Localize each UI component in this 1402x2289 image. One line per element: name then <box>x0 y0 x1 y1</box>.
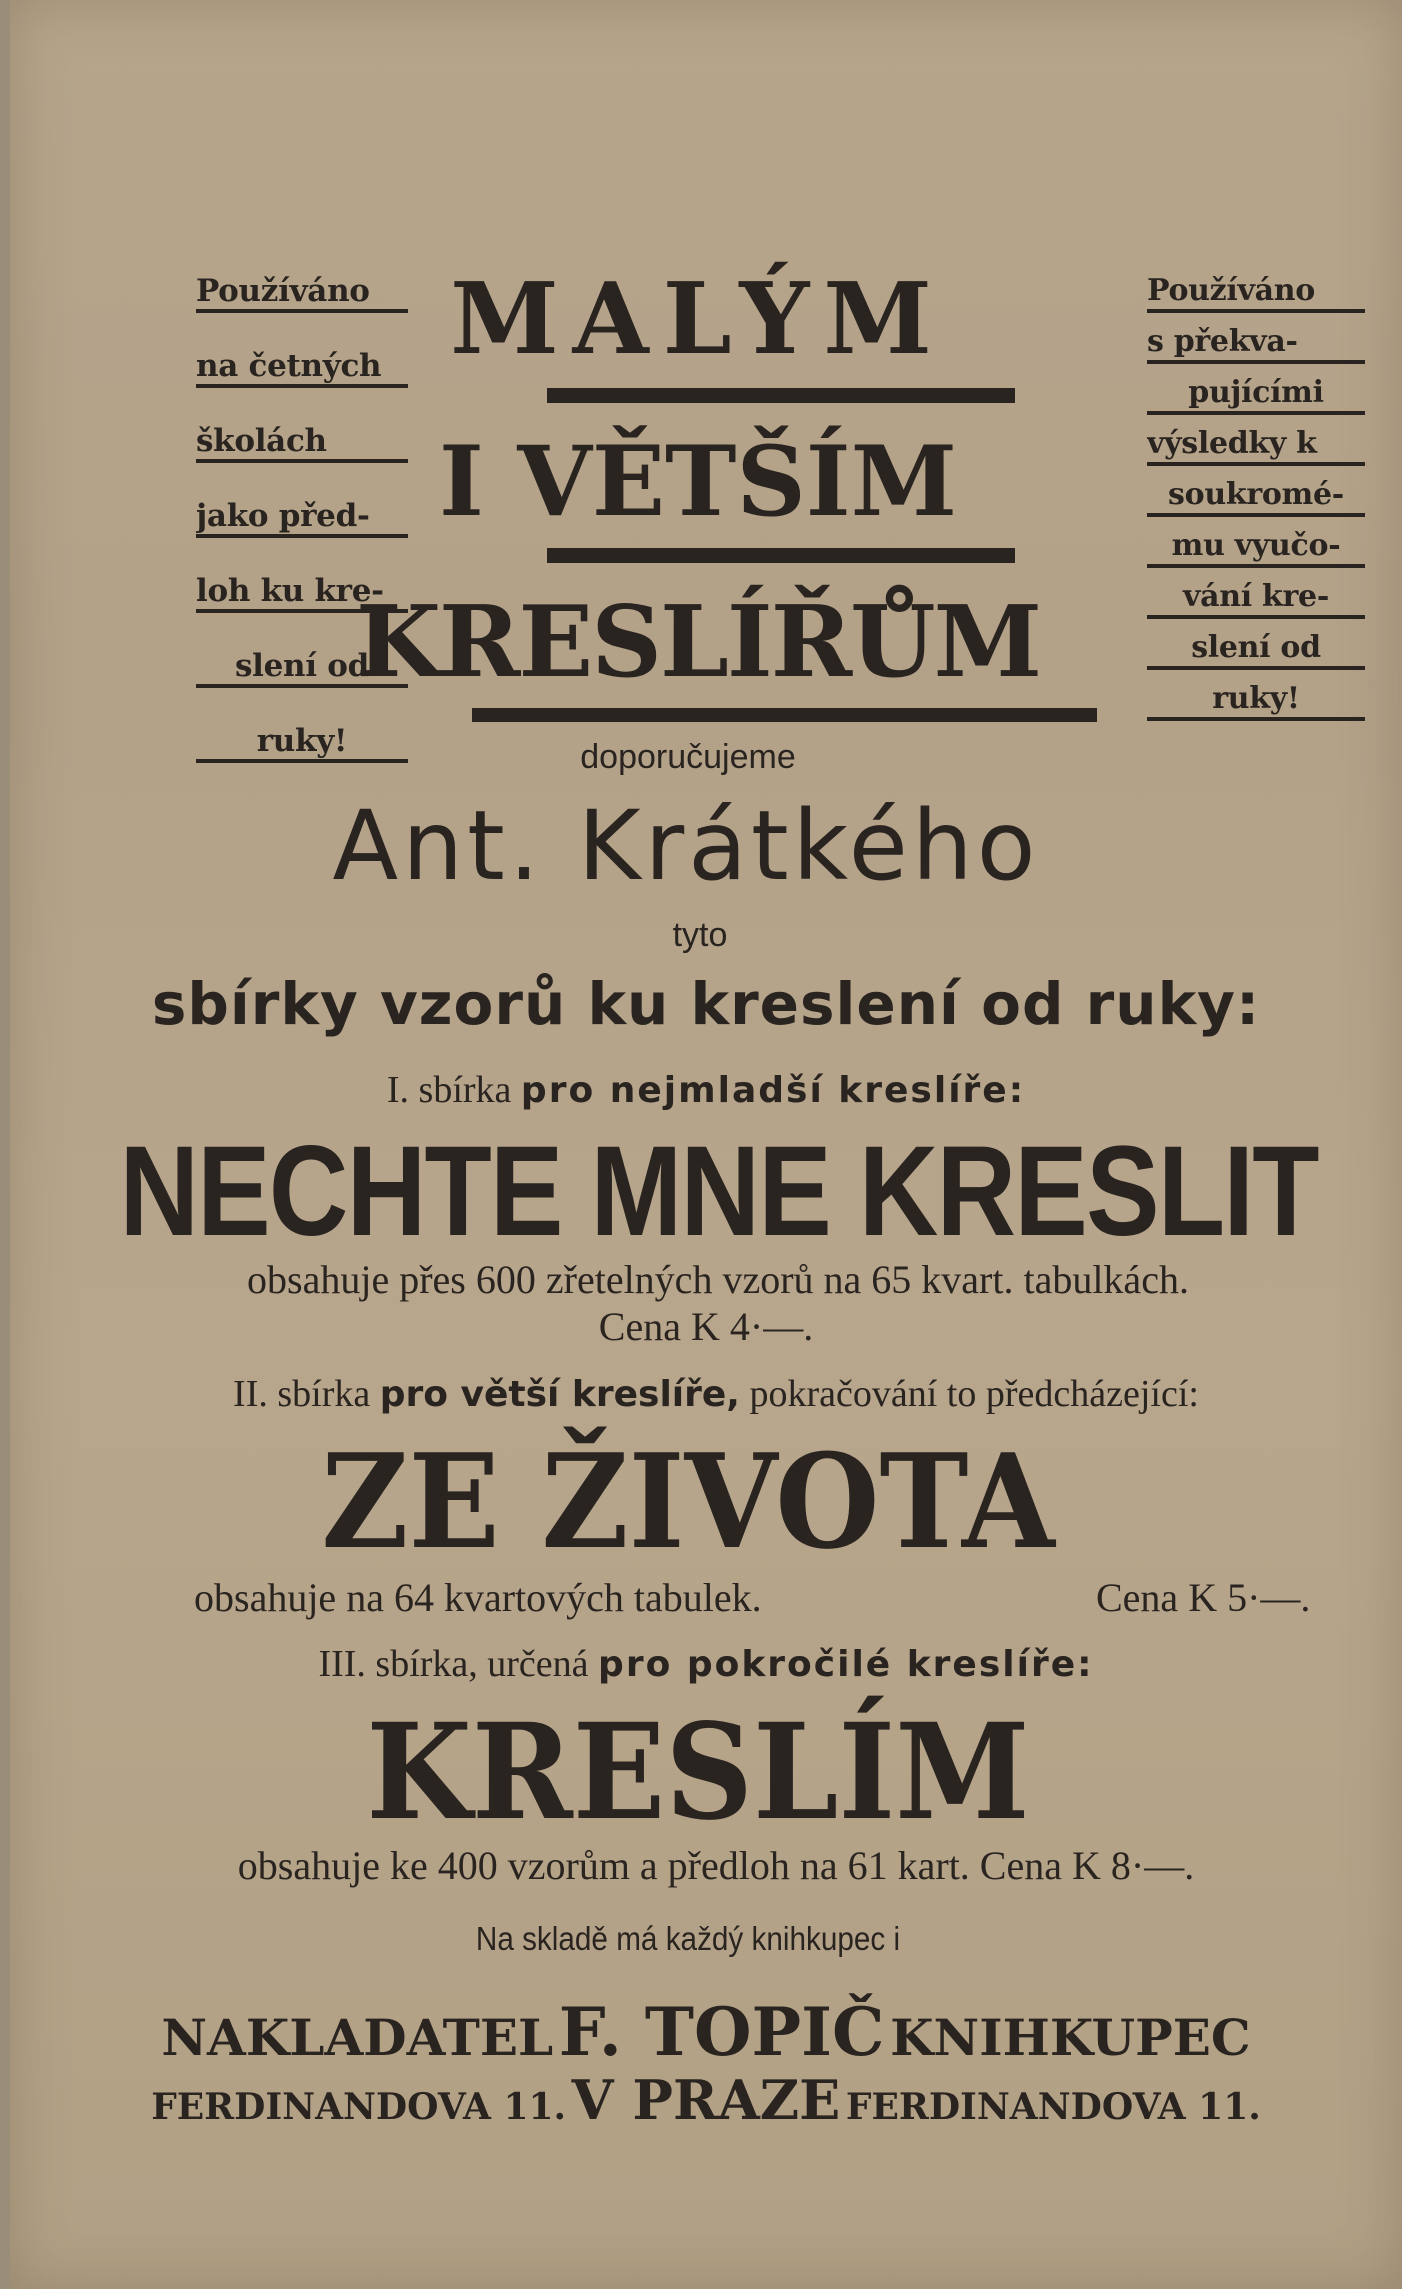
right-column-line: mu vyučo- <box>1147 528 1365 568</box>
collection-3-title: KRESLÍM <box>366 1695 1030 1850</box>
left-column-line: ruky! <box>196 723 408 763</box>
collection-2-description: obsahuje na 64 kvartových tabulek. <box>194 1575 762 1620</box>
collection-1-title: NECHTE MNE KRESLIT <box>119 1120 1318 1263</box>
right-column-line: vání kre- <box>1147 579 1365 619</box>
collections-heading: sbírky vzorů ku kreslení od ruky: <box>151 970 1261 1038</box>
collection-1-description: obsahuje přes 600 zřetelných vzorů na 65 kvart. tabulkách. <box>247 1257 1189 1302</box>
right-column-line: výsledky k <box>1147 426 1365 466</box>
right-column-line: pujícími <box>1147 375 1365 415</box>
collection-3-heading <box>10 1642 1402 1686</box>
collection-1-prefix: I. sbírka <box>386 1069 512 1111</box>
collection-1-heading <box>10 1068 1402 1112</box>
collection-2-price: Cena K 5·—. <box>1096 1575 1311 1620</box>
collection-1-price: Cena K 4·—. <box>598 1304 814 1349</box>
collection-2-suffix: pokračování to předcházející: <box>749 1373 1199 1415</box>
collection-3-prefix: III. sbírka, určená <box>318 1643 589 1685</box>
address-right: FERDINANDOVA 11. <box>845 2086 1261 2128</box>
left-column-line: školách <box>196 423 408 463</box>
left-column-line: jako před- <box>196 498 408 538</box>
headline-line-3: KRESLÍŘŮM <box>355 585 1041 700</box>
collection-2-audience: pro větší kreslíře, <box>379 1374 740 1415</box>
these-text: tyto <box>672 916 728 954</box>
stock-note: Na skladě má každý knihkupec i <box>475 1920 901 1957</box>
address-line <box>10 2068 1402 2132</box>
collection-1-audience: pro nejmladší kreslíře: <box>520 1070 1026 1111</box>
bookseller-label: KNIHKUPEC <box>890 2008 1251 2067</box>
left-column-line: na četných <box>196 348 408 388</box>
left-column-line: loh ku kre- <box>196 573 408 613</box>
publisher-line <box>10 1993 1402 2071</box>
collection-3-description: obsahuje ke 400 vzorům a předloh na 61 kart. Cena K 8·—. <box>237 1843 1195 1888</box>
headline-rule <box>472 708 1097 722</box>
city-name: V PRAZE <box>571 2068 841 2132</box>
advertisement-page <box>10 0 1402 2289</box>
collection-3-audience: pro pokročilé kreslíře: <box>598 1644 1094 1685</box>
publisher-name: F. TOPIČ <box>558 1993 885 2071</box>
headline-line-2: I VĚTŠÍM <box>439 425 957 538</box>
publisher-label: NAKLADATEL <box>161 2008 554 2067</box>
recommend-text: doporučujeme <box>580 738 796 776</box>
right-column-line: soukromé- <box>1147 477 1365 517</box>
address-left: FERDINANDOVA 11. <box>151 2086 567 2128</box>
right-column-line: ruky! <box>1147 681 1365 721</box>
headline-rule <box>547 388 1015 403</box>
left-column-line: Používáno <box>196 273 408 313</box>
collection-2-prefix: II. sbírka <box>233 1373 371 1415</box>
author-name: Ant. Krátkého <box>332 790 1040 902</box>
headline-rule <box>547 548 1015 563</box>
right-column-line: slení od <box>1147 630 1365 670</box>
right-column-line: Používáno <box>1147 273 1365 313</box>
collection-2-heading <box>20 1372 1402 1416</box>
right-column-line: s překva- <box>1147 324 1365 364</box>
collection-2-title: ZE ŽIVOTA <box>321 1425 1055 1578</box>
headline-line-1: MALÝM <box>450 262 946 377</box>
left-column-line: slení od <box>196 648 408 688</box>
